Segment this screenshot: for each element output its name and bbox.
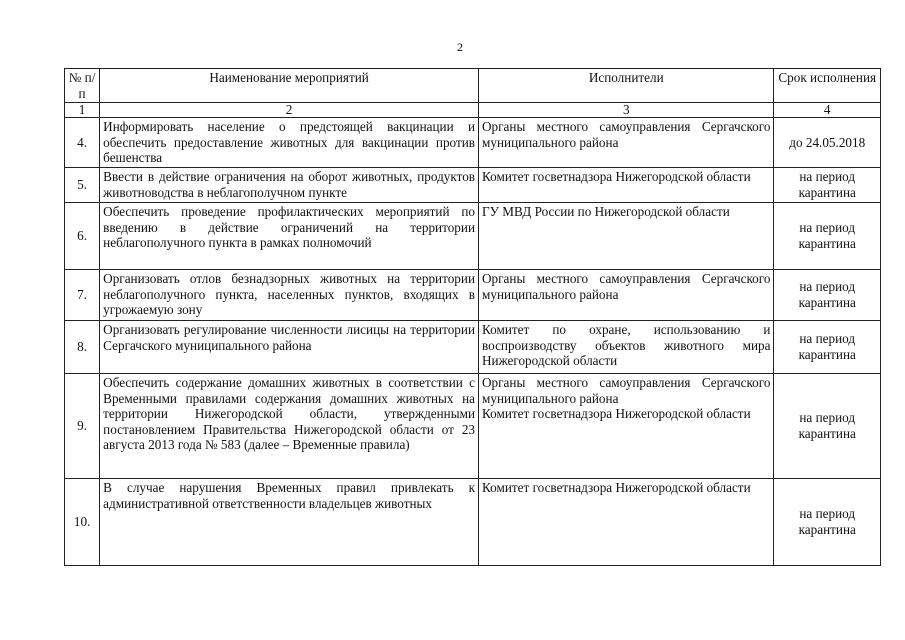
executors-cell xyxy=(479,269,774,320)
measure-name: Организовать регулирование численности лисицы на территории Сергачского муниципального района xyxy=(100,320,479,373)
measure-name: В случае нарушения Временных правил привлекать к административной ответственности владельцев животных xyxy=(100,478,479,565)
executors-cell xyxy=(479,373,774,478)
table-row xyxy=(65,167,881,202)
measure-name: Информировать население о предстоящей вакцинации и обеспечить предоставление животных для вакцинации против бешенства xyxy=(100,118,479,168)
term-cell: на период карантина xyxy=(774,478,881,565)
header-num: № п/п xyxy=(65,69,100,103)
executor: Комитет по охране, использованию и воспроизводству объектов животного мира Нижегородской области xyxy=(482,321,771,369)
page-number: 2 xyxy=(457,40,463,54)
row-number: 10. xyxy=(65,478,100,565)
table-row xyxy=(65,478,881,565)
table-row xyxy=(65,269,881,320)
term-cell: на период карантина xyxy=(774,320,881,373)
index-cell: 1 xyxy=(65,103,100,118)
executors-cell xyxy=(479,478,774,565)
index-cell: 2 xyxy=(100,103,479,118)
executor: Органы местного самоуправления Сергачского муниципального района xyxy=(482,270,771,302)
row-number: 4. xyxy=(65,118,100,168)
executor: Органы местного самоуправления Сергачского муниципального района xyxy=(482,119,771,150)
row-number: 6. xyxy=(65,202,100,269)
index-row xyxy=(65,103,881,118)
executors-cell xyxy=(479,202,774,269)
executor: Комитет госветнадзора Нижегородской области xyxy=(482,406,751,422)
executor: Комитет госветнадзора Нижегородской области xyxy=(482,479,751,495)
table-row xyxy=(65,373,881,478)
row-number: 5. xyxy=(65,167,100,202)
header-row xyxy=(65,69,881,103)
index-cell: 4 xyxy=(774,103,881,118)
term-cell: на период карантина xyxy=(774,269,881,320)
executor: Комитет госветнадзора Нижегородской области xyxy=(482,168,751,184)
row-number: 7. xyxy=(65,269,100,320)
table-row xyxy=(65,202,881,269)
table-row xyxy=(65,320,881,373)
measure-name: Организовать отлов безнадзорных животных на территории неблагополучного пункта, населенных пунктов, входящих в угрожаемую зону xyxy=(100,269,479,320)
term-cell: до 24.05.2018 xyxy=(774,118,881,168)
executors-cell xyxy=(479,320,774,373)
row-number: 8. xyxy=(65,320,100,373)
measures-table xyxy=(64,68,881,566)
measure-name: Обеспечить проведение профилактических мероприятий по введению в действие ограничений на территории неблагополучного пункта в рамках полномочий xyxy=(100,202,479,269)
measure-name: Ввести в действие ограничения на оборот животных, продуктов животноводства в неблагополучном пункте xyxy=(100,167,479,202)
header-executors: Исполнители xyxy=(479,69,774,103)
header-name: Наименование мероприятий xyxy=(100,69,479,103)
executors-cell xyxy=(479,118,774,168)
row-number: 9. xyxy=(65,373,100,478)
index-cell: 3 xyxy=(479,103,774,118)
table-row xyxy=(65,118,881,168)
measure-name: Обеспечить содержание домашних животных в соответствии с Временными правилами содержания домашних животных на территории Нижегородской области, утвержденными постановлением Правительства Нижегородской области от 23 августа 2013 года № 583 (далее – Временные правила) xyxy=(100,373,479,478)
term-cell: на период карантина xyxy=(774,167,881,202)
executor: Органы местного самоуправления Сергачского муниципального района xyxy=(482,374,771,406)
term-cell: на период карантина xyxy=(774,373,881,478)
term-cell: на период карантина xyxy=(774,202,881,269)
header-term: Срок исполнения xyxy=(774,69,881,103)
executor: ГУ МВД России по Нижегородской области xyxy=(482,203,730,219)
executors-cell xyxy=(479,167,774,202)
